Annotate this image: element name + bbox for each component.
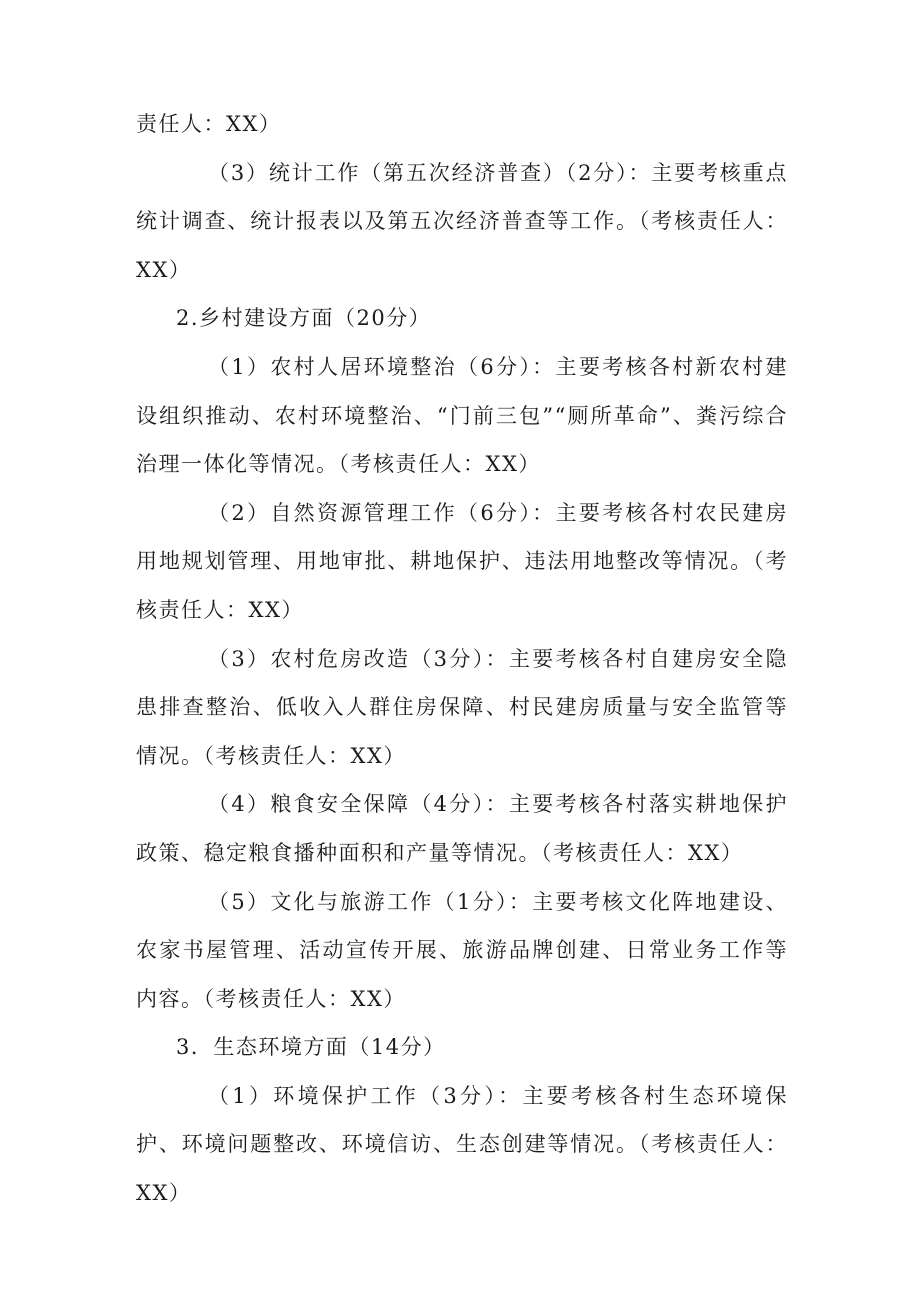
paragraph-environmental-protection: （1）环境保护工作（3分）：主要考核各村生态环境保护、环境问题整改、环境信访、生态创建等情况。（考核责任人：XX）: [136, 1083, 788, 1206]
paragraph-rural-environment: （1）农村人居环境整治（6分）：主要考核各村新农村建设组织推动、农村环境整治、“门前三包”“厕所革命”、粪污综合治理一体化等情况。（考核责任人：XX）: [136, 354, 788, 477]
section-heading-ecological-environment: 3．生态环境方面（14分）: [176, 1035, 446, 1060]
paragraph-food-security: （4）粮食安全保障（4分）：主要考核各村落实耕地保护政策、稳定粮食播种面积和产量等情况。（考核责任人：XX）: [136, 792, 788, 865]
paragraph-culture-tourism: （5）文化与旅游工作（1分）：主要考核文化阵地建设、农家书屋管理、活动宣传开展、旅游品牌创建、日常业务工作等内容。（考核责任人：XX）: [136, 889, 788, 1011]
paragraph-natural-resources: （2）自然资源管理工作（6分）：主要考核各村农民建房用地规划管理、用地审批、耕地保护、违法用地整改等情况。（考核责任人：XX）: [136, 500, 788, 622]
document-page: [136, 100, 788, 1218]
section-heading-rural-construction: 2.乡村建设方面（20分）: [176, 306, 432, 331]
paragraph-continuation: 责任人：XX）: [136, 112, 282, 136]
paragraph-statistics-work: （3）统计工作（第五次经济普查）（2分）：主要考核重点统计调查、统计报表以及第五次经济普查等工作。（考核责任人：XX）: [136, 160, 788, 282]
paragraph-dilapidated-housing: （3）农村危房改造（3分）：主要考核各村自建房安全隐患排查整治、低收入人群住房保障、村民建房质量与安全监管等情况。（考核责任人：XX）: [136, 646, 788, 768]
